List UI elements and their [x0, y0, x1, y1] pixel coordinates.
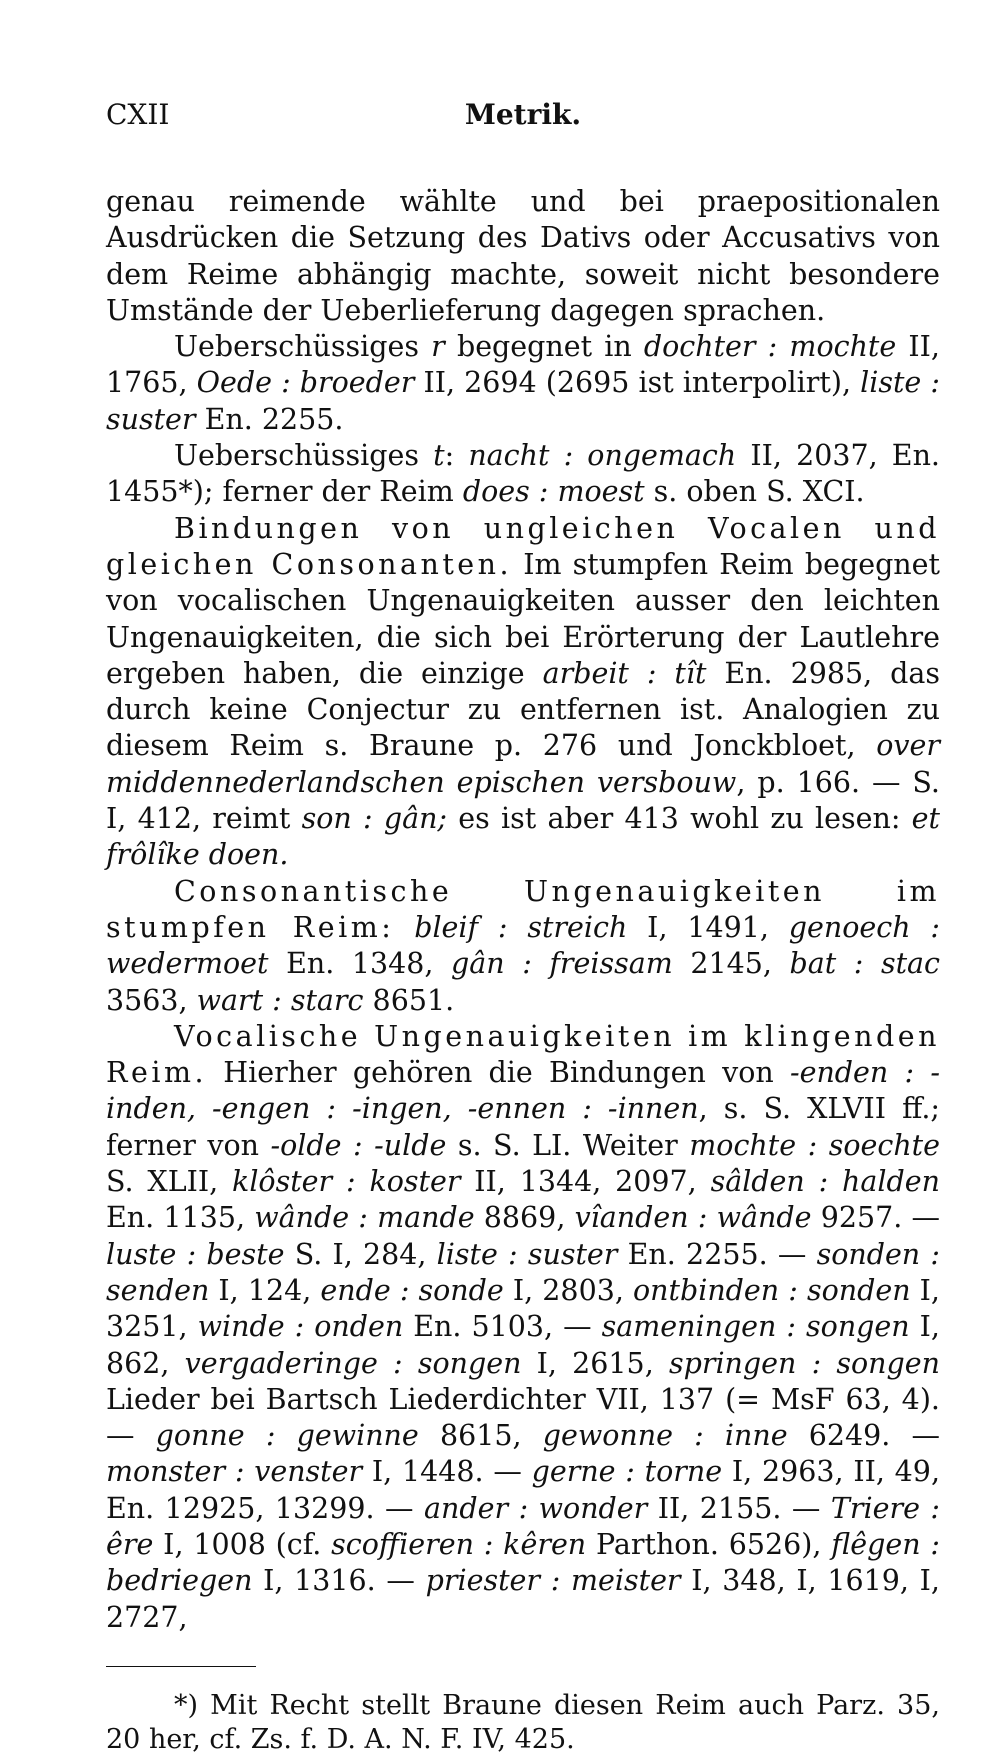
text-run: Im stumpfen Reim begegnet von vocalischen Ungenauigkeiten ausser den leichten Ungenauigkeiten, die sich bei Erörterung der Lautlehre ergeben haben, die einzige	[106, 547, 940, 690]
italic-text: sameningen : songen	[601, 1310, 910, 1344]
italic-text: gonne : gewinne	[155, 1419, 419, 1453]
italic-text: springen : songen	[668, 1346, 940, 1380]
italic-text: liste : suster	[436, 1237, 618, 1271]
italic-text: luste : beste	[106, 1237, 285, 1271]
paragraph	[106, 438, 940, 511]
text-run	[394, 911, 414, 944]
text-run: II, 2037, En. 1455*); ferner der Reim	[106, 439, 940, 509]
text-run: I, 2615,	[521, 1346, 669, 1380]
paragraph	[106, 184, 940, 329]
text-run: 8869,	[474, 1201, 575, 1235]
text-run: I, 2963, II, 49, En. 12925, 13299. —	[106, 1455, 940, 1525]
running-title: Metrik.	[464, 98, 582, 131]
text-run: I, 348, I, 1619, I, 2727,	[106, 1564, 940, 1634]
text-run: Parthon. 6526),	[586, 1527, 832, 1561]
italic-text: klôster : koster	[232, 1165, 461, 1199]
italic-text: arbeit : tît	[542, 656, 707, 690]
italic-text: sâlden : halden	[710, 1165, 940, 1199]
text-run: 8651.	[363, 983, 455, 1017]
italic-text: r	[431, 330, 445, 364]
text-run: En. 1348,	[268, 947, 452, 981]
text-run: genau reimende wählte und bei praepositionalen Ausdrücken die Setzung des Dativs oder Accusativs von dem Reime abhängig machte, soweit nicht besondere Umstände der Ueberlieferung dagegen sprachen.	[106, 185, 940, 327]
italic-text: dochter : mochte	[643, 330, 897, 364]
italic-text: liste : suster	[106, 366, 940, 436]
paragraph	[106, 511, 940, 874]
text-run: 8615,	[418, 1419, 543, 1453]
text-run: 6249. —	[787, 1419, 940, 1453]
italic-text: t	[433, 439, 445, 473]
italic-text: nacht : ongemach	[468, 439, 737, 473]
text-run: 3563,	[106, 983, 197, 1017]
italic-text: gerne : torne	[531, 1455, 723, 1489]
book-page	[106, 98, 940, 1757]
italic-text: Triere : êre	[106, 1491, 940, 1561]
text-run: , p. 166. — S. I, 412, reimt	[106, 765, 940, 836]
italic-text: sonden : senden	[106, 1237, 940, 1307]
text-run: En. 5103, —	[403, 1310, 602, 1344]
text-run: I, 862,	[106, 1310, 940, 1380]
text-run: I, 3251,	[106, 1273, 940, 1344]
text-run: es ist aber 413 wohl zu lesen:	[447, 802, 912, 836]
italic-text: Oede : broeder	[196, 366, 415, 400]
page-number: CXII	[106, 98, 170, 131]
italic-text: does : moest	[462, 475, 645, 509]
italic-text: vîanden : wânde	[574, 1201, 812, 1235]
text-run: En. 2255.	[195, 402, 344, 436]
text-run: I, 124,	[209, 1273, 321, 1307]
text-run: I, 1491,	[627, 910, 789, 944]
text-run: S. I, 284,	[284, 1237, 437, 1271]
italic-text: bleif : streich	[414, 910, 628, 944]
text-run: Lieder bei Bartsch Liederdichter VII, 137 (= MsF 63, 4). —	[106, 1382, 940, 1453]
italic-text: monster : venster	[106, 1455, 363, 1489]
italic-text: -olde : -ulde	[270, 1128, 447, 1162]
italic-text: over middennederlandschen epischen versbouw	[106, 729, 940, 799]
page-header	[106, 98, 940, 148]
text-run: II, 1344, 2097,	[460, 1165, 711, 1199]
italic-text: ende : sonde	[320, 1273, 504, 1307]
text-run: :	[444, 439, 469, 473]
text-run: En. 2985, das durch keine Conjectur zu entfernen ist. Analogien zu diesem Reim s. Braune p. 276 und Jonckbloet,	[106, 656, 940, 763]
italic-text: wânde : mande	[254, 1201, 475, 1235]
text-run: 9257. —	[811, 1201, 940, 1235]
text-run: I, 1448. —	[362, 1455, 532, 1489]
italic-text: ontbinden : sonden	[633, 1273, 911, 1307]
text-run: En. 2255. —	[617, 1237, 817, 1271]
italic-text: wart : starc	[196, 983, 364, 1017]
text-run: , s. S. XLVII ff.; ferner von	[106, 1092, 941, 1162]
footnote-rule	[106, 1666, 256, 1667]
text-run: I, 2803,	[503, 1273, 633, 1307]
text-run: II, 2694 (2695 ist interpolirt),	[414, 366, 861, 400]
text-run: Ueberschüssiges	[174, 439, 434, 473]
text-run: En. 1135,	[106, 1201, 255, 1235]
italic-text: ander : wonder	[424, 1491, 648, 1525]
text-run: I, 1008 (cf.	[153, 1527, 332, 1561]
italic-text: son : gân;	[301, 802, 448, 836]
italic-text: vergaderinge : songen	[184, 1346, 522, 1380]
main-text	[106, 184, 940, 1636]
italic-text: -enden : -inden, -engen : -ingen, -ennen : -innen	[106, 1056, 940, 1126]
italic-text: gân : freissam	[451, 947, 673, 981]
paragraph	[106, 874, 940, 1019]
italic-text: flêgen : bedriegen	[106, 1527, 940, 1598]
italic-text: gewonne : inne	[542, 1419, 788, 1453]
text-run: 2145,	[672, 947, 790, 981]
footnote-text: *) Mit Recht stellt Braune diesen Reim auch Parz. 35, 20 her, cf. Zs. f. D. A. N. F. IV, 425.	[106, 1689, 940, 1755]
text-run: Ueberschüssiges	[174, 330, 432, 364]
text-run: II, 1765,	[106, 330, 940, 400]
text-run: begegnet in	[444, 330, 644, 364]
italic-text: bat : stac	[789, 947, 940, 981]
text-run: S. XLII,	[106, 1165, 233, 1199]
italic-text: genoech : wedermoet	[106, 910, 940, 981]
footnote	[106, 1689, 940, 1757]
text-run: s. S. LI. Weiter	[446, 1128, 690, 1162]
paragraph	[106, 1019, 940, 1636]
paragraph	[106, 329, 940, 438]
italic-text: mochte : soechte	[689, 1128, 940, 1162]
italic-text: priester : meister	[425, 1564, 681, 1598]
spaced-text: Bindungen von ungleichen Vocalen und gleichen Consonanten.	[106, 511, 940, 581]
spaced-text: Vocalische Ungenauigkeiten im klingenden Reim.	[106, 1019, 940, 1090]
italic-text: et frôlîke doen.	[106, 802, 940, 872]
italic-text: scoffieren : kêren	[331, 1527, 587, 1561]
text-run: II, 2155. —	[647, 1491, 831, 1525]
italic-text: winde : onden	[197, 1310, 404, 1344]
spaced-text: Consonantische Ungenauigkeiten im stumpfen Reim:	[106, 874, 940, 944]
text-run: Hierher gehören die Bindungen von	[207, 1056, 790, 1090]
text-run: s. oben S. XCI.	[644, 475, 865, 509]
text-run: I, 1316. —	[252, 1564, 426, 1598]
